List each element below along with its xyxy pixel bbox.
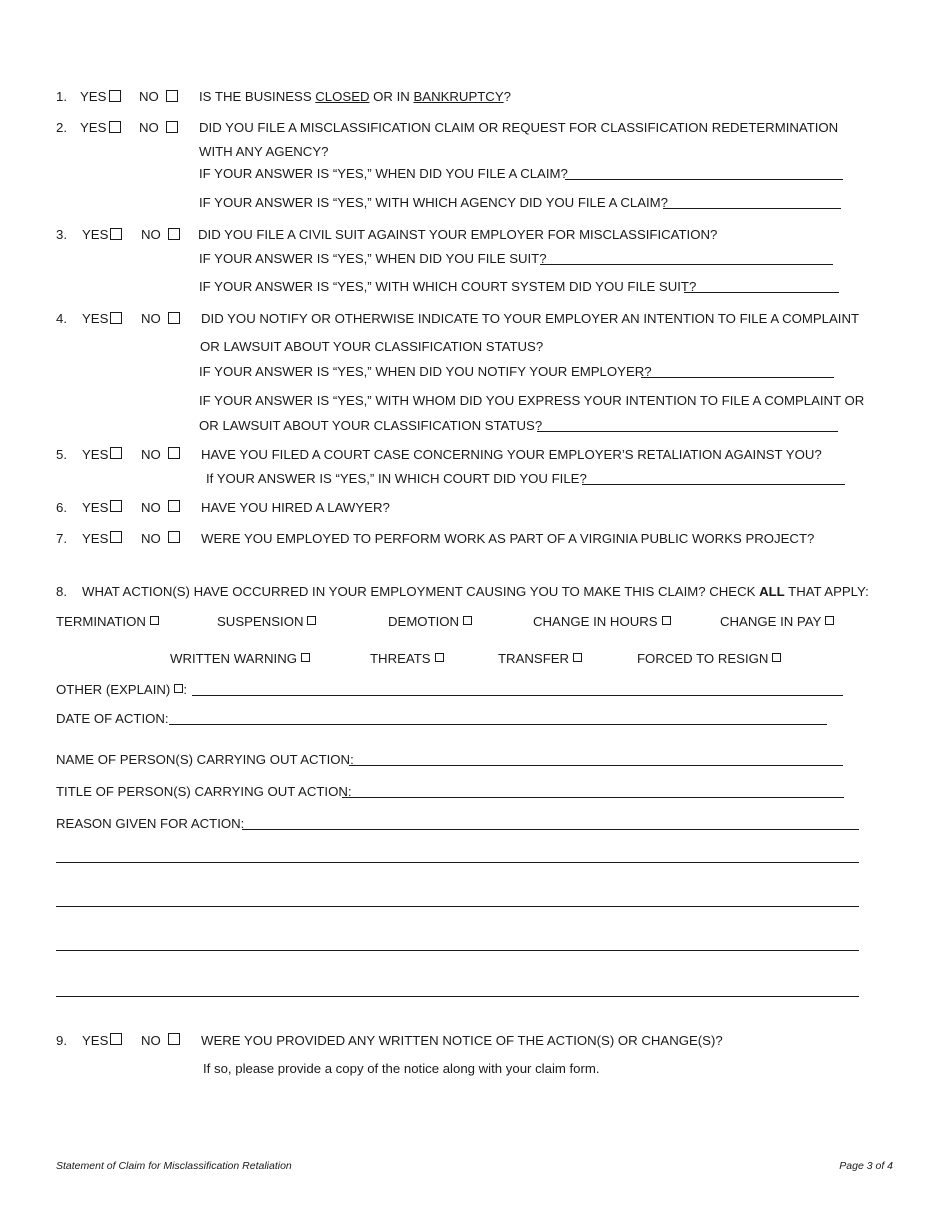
q9-question: WERE YOU PROVIDED ANY WRITTEN NOTICE OF THE ACTION(S) OR CHANGE(S)? (201, 1033, 723, 1048)
footer-title: Statement of Claim for Misclassification Retaliation (56, 1160, 292, 1172)
q3-number: 3. (56, 227, 67, 242)
action-demotion[interactable]: DEMOTION (388, 613, 472, 631)
reason-line-4[interactable] (56, 950, 859, 951)
q3-no-label: NO (141, 227, 161, 242)
action-forced-resign[interactable]: FORCED TO RESIGN (637, 650, 781, 668)
q5-no-checkbox[interactable] (168, 447, 180, 459)
q3-followup-when: IF YOUR ANSWER IS “YES,” WHEN DID YOU FILE SUIT? (199, 251, 547, 266)
q4-yes-label: YES (82, 311, 109, 326)
person-title-label: TITLE OF PERSON(S) CARRYING OUT ACTION: (56, 784, 352, 799)
q5-question: HAVE YOU FILED A COURT CASE CONCERNING YOUR EMPLOYER’S RETALIATION AGAINST YOU? (201, 447, 822, 462)
q6-question: HAVE YOU HIRED A LAWYER? (201, 500, 390, 515)
q4-no-checkbox[interactable] (168, 312, 180, 324)
action-change-hours[interactable]: CHANGE IN HOURS (533, 613, 671, 631)
q4-number: 4. (56, 311, 67, 326)
action-change-pay[interactable]: CHANGE IN PAY (720, 613, 834, 631)
change-pay-checkbox[interactable] (825, 616, 834, 625)
q2-question-line2: WITH ANY AGENCY? (199, 144, 329, 159)
reason-line-5[interactable] (56, 996, 859, 997)
threats-checkbox[interactable] (435, 653, 444, 662)
q3-question: DID YOU FILE A CIVIL SUIT AGAINST YOUR EMPLOYER FOR MISCLASSIFICATION? (198, 227, 718, 242)
forced-resign-checkbox[interactable] (772, 653, 781, 662)
q2-followup-agency: IF YOUR ANSWER IS “YES,” WITH WHICH AGENCY DID YOU FILE A CLAIM? (199, 195, 668, 210)
q2-yes-checkbox[interactable] (109, 121, 121, 133)
q1-number: 1. (56, 89, 67, 104)
q9-yes-checkbox[interactable] (110, 1033, 122, 1045)
other-checkbox[interactable] (174, 684, 183, 693)
q7-yes-checkbox[interactable] (110, 531, 122, 543)
q8-number: 8. (56, 584, 67, 599)
action-threats[interactable]: THREATS (370, 650, 444, 668)
q4-yes-checkbox[interactable] (110, 312, 122, 324)
q2-no-label: NO (139, 120, 159, 135)
action-suspension[interactable]: SUSPENSION (217, 613, 316, 631)
q8-question: WHAT ACTION(S) HAVE OCCURRED IN YOUR EMPLOYMENT CAUSING YOU TO MAKE THIS CLAIM? CHECK ALL THAT APPLY: (82, 584, 869, 599)
q5-followup-court: If YOUR ANSWER IS “YES,” IN WHICH COURT DID YOU FILE? (206, 471, 587, 486)
reason-line-2[interactable] (56, 862, 859, 863)
q4-question-line1: DID YOU NOTIFY OR OTHERWISE INDICATE TO YOUR EMPLOYER AN INTENTION TO FILE A COMPLAINT (201, 311, 860, 326)
termination-checkbox[interactable] (150, 616, 159, 625)
q7-number: 7. (56, 531, 67, 546)
demotion-checkbox[interactable] (463, 616, 472, 625)
q4-followup-whom-line1: IF YOUR ANSWER IS “YES,” WITH WHOM DID YOU EXPRESS YOUR INTENTION TO FILE A COMPLAINT OR (199, 393, 865, 408)
q2-no-checkbox[interactable] (166, 121, 178, 133)
other-explain-line[interactable] (192, 695, 843, 696)
q1-question: IS THE BUSINESS CLOSED OR IN BANKRUPTCY? (199, 89, 511, 104)
q2-question-line1: DID YOU FILE A MISCLASSIFICATION CLAIM OR REQUEST FOR CLASSIFICATION REDETERMINATION (199, 120, 839, 135)
reason-label: REASON GIVEN FOR ACTION: (56, 816, 245, 831)
q6-number: 6. (56, 500, 67, 515)
q4-followup-whom-line2: OR LAWSUIT ABOUT YOUR CLASSIFICATION STATUS? (199, 418, 543, 433)
q6-yes-checkbox[interactable] (110, 500, 122, 512)
transfer-checkbox[interactable] (573, 653, 582, 662)
q1-yes-checkbox[interactable] (109, 90, 121, 102)
q3-no-checkbox[interactable] (168, 228, 180, 240)
q1-no-checkbox[interactable] (166, 90, 178, 102)
q3-yes-checkbox[interactable] (110, 228, 122, 240)
q9-no-checkbox[interactable] (168, 1033, 180, 1045)
q7-no-checkbox[interactable] (168, 531, 180, 543)
date-of-action-label: DATE OF ACTION: (56, 711, 169, 726)
reason-line-3[interactable] (56, 906, 859, 907)
q2-when-answer-line[interactable] (565, 179, 843, 180)
reason-line-1[interactable] (242, 829, 859, 830)
q2-number: 2. (56, 120, 67, 135)
q7-yes-label: YES (82, 531, 109, 546)
action-written-warning[interactable]: WRITTEN WARNING (170, 650, 310, 668)
written-warning-checkbox[interactable] (301, 653, 310, 662)
q6-yes-label: YES (82, 500, 109, 515)
q4-no-label: NO (141, 311, 161, 326)
q5-no-label: NO (141, 447, 161, 462)
q2-followup-when: IF YOUR ANSWER IS “YES,” WHEN DID YOU FILE A CLAIM? (199, 166, 568, 181)
q9-yes-label: YES (82, 1033, 109, 1048)
q1-no-label: NO (139, 89, 159, 104)
q2-yes-label: YES (80, 120, 107, 135)
q7-question: WERE YOU EMPLOYED TO PERFORM WORK AS PART OF A VIRGINIA PUBLIC WORKS PROJECT? (201, 531, 815, 546)
action-other[interactable]: OTHER (EXPLAIN) : (56, 682, 187, 697)
q4-question-line2: OR LAWSUIT ABOUT YOUR CLASSIFICATION STATUS? (200, 339, 544, 354)
q9-no-label: NO (141, 1033, 161, 1048)
q3-followup-court: IF YOUR ANSWER IS “YES,” WITH WHICH COURT SYSTEM DID YOU FILE SUIT? (199, 279, 697, 294)
q3-when-answer-line[interactable] (540, 264, 833, 265)
q1-yes-label: YES (80, 89, 107, 104)
suspension-checkbox[interactable] (307, 616, 316, 625)
q3-court-answer-line[interactable] (684, 292, 839, 293)
q7-no-label: NO (141, 531, 161, 546)
q5-yes-label: YES (82, 447, 109, 462)
change-hours-checkbox[interactable] (662, 616, 671, 625)
person-title-line[interactable] (342, 797, 844, 798)
q9-number: 9. (56, 1033, 67, 1048)
footer-page-number: Page 3 of 4 (839, 1160, 893, 1172)
q6-no-label: NO (141, 500, 161, 515)
q2-agency-answer-line[interactable] (663, 208, 841, 209)
action-termination[interactable]: TERMINATION (56, 613, 159, 631)
action-transfer[interactable]: TRANSFER (498, 650, 582, 668)
q6-no-checkbox[interactable] (168, 500, 180, 512)
q9-note: If so, please provide a copy of the notice along with your claim form. (203, 1061, 600, 1076)
person-name-label: NAME OF PERSON(S) CARRYING OUT ACTION: (56, 752, 354, 767)
q5-yes-checkbox[interactable] (110, 447, 122, 459)
q5-number: 5. (56, 447, 67, 462)
person-name-line[interactable] (349, 765, 843, 766)
date-of-action-line[interactable] (169, 724, 827, 725)
q3-yes-label: YES (82, 227, 109, 242)
q4-when-answer-line[interactable] (641, 377, 834, 378)
q5-court-answer-line[interactable] (582, 484, 845, 485)
q4-followup-when: IF YOUR ANSWER IS “YES,” WHEN DID YOU NOTIFY YOUR EMPLOYER? (199, 364, 652, 379)
q4-whom-answer-line[interactable] (537, 431, 838, 432)
